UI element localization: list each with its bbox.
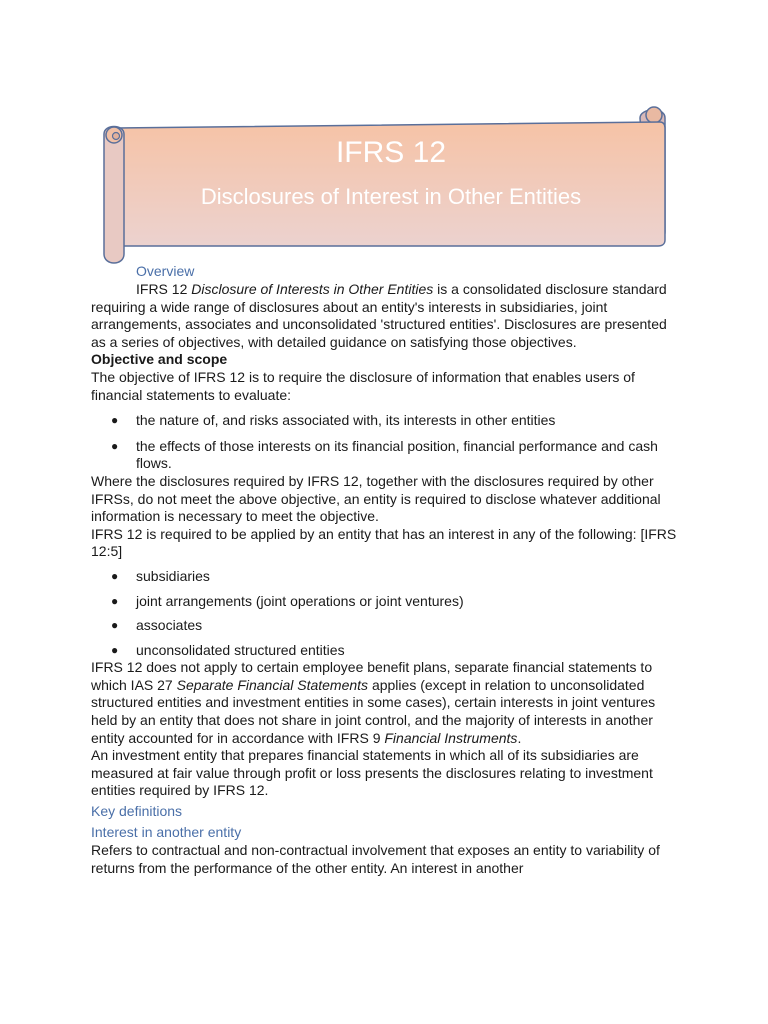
objective-paragraph-4 [91,659,681,747]
list-item-text: the effects of those interests on its financial position, financial performance and cash flows. [136,437,658,472]
para4-text-c: . [517,729,522,746]
list-item [91,568,681,586]
overview-paragraph [91,281,681,351]
list-item-text: subsidiaries [136,567,210,584]
objective-bullet-list [91,412,681,473]
para4-text-b: applies (except in relation to unconsolidated structured entities and investment entities in some cases), certain interests in joint ventures held by an entity that does not share in joint control, and the majority of interests in another entity accounted for in accordance with IFRS 9 [91,676,656,746]
overview-text-rest: is a consolidated disclosure standard requiring a wide range of disclosures about an entity's interests in subsidiaries, joint arrangements, associates and unconsolidated 'structured entities'. Disclosures are presented as a series of objectives, with detailed guidance on satisfying those objectives. [91,281,667,350]
objective-intro: The objective of IFRS 12 is to require the disclosure of information that enables users of financial statements to evaluate: [91,368,635,403]
bullet-icon: ● [111,593,119,608]
definitions-heading: Key definitions [91,803,183,820]
definitions-paragraph: Refers to contractual and non-contractual involvement that exposes an entity to variability of returns from the performance of the other entity. An interest in another [91,842,660,876]
para4-italic-ifrs9: Financial Instruments [384,729,518,746]
overview-heading: Overview [136,263,195,279]
bullet-icon: ● [111,413,119,428]
definitions-subheading: Interest in another entity [91,824,242,841]
bullet-icon: ● [111,618,119,633]
list-item [91,412,681,430]
para4-italic-ias27: Separate Financial Statements [176,676,369,693]
objective-heading: Objective and scope [91,351,228,368]
overview-text-prefix: IFRS 12 [136,281,192,297]
list-item-text: the nature of, and risks associated with, its interests in other entities [136,412,556,429]
title-banner [100,104,670,268]
overview-text-italic: Disclosure of Interests in Other Entities [191,281,434,297]
document-body [91,262,681,877]
list-item [91,617,681,635]
bullet-icon: ● [111,438,119,453]
list-item-text: joint arrangements (joint operations or joint ventures) [136,592,464,609]
objective-paragraph-2: Where the disclosures required by IFRS 12, together with the disclosures required by other IFRSs, do not meet the above objective, an entity is required to disclose whatever additional information is necessary to meet the objective. [91,472,661,525]
para4-text-a: IFRS 12 does not apply to certain employee benefit plans, separate financial statements to which IAS 27 [91,659,653,693]
banner-title: IFRS 12 [335,136,447,169]
list-item-text: associates [136,617,203,634]
list-item [91,438,681,473]
list-item [91,593,681,611]
scope-bullet-list [91,568,681,659]
bullet-icon: ● [111,568,119,583]
list-item-text: unconsolidated structured entities [136,641,345,658]
bullet-icon: ● [111,642,119,657]
objective-paragraph-3: IFRS 12 is required to be applied by an entity that has an interest in any of the following: [IFRS 12:5] [91,525,677,560]
banner-subtitle: Disclosures of Interest in Other Entities [200,184,582,209]
list-item [91,642,681,660]
objective-paragraph-5: An investment entity that prepares financial statements in which all of its subsidiaries are measured at fair value through profit or loss presents the disclosures relating to investment entities required by IFRS 12. [91,747,653,799]
